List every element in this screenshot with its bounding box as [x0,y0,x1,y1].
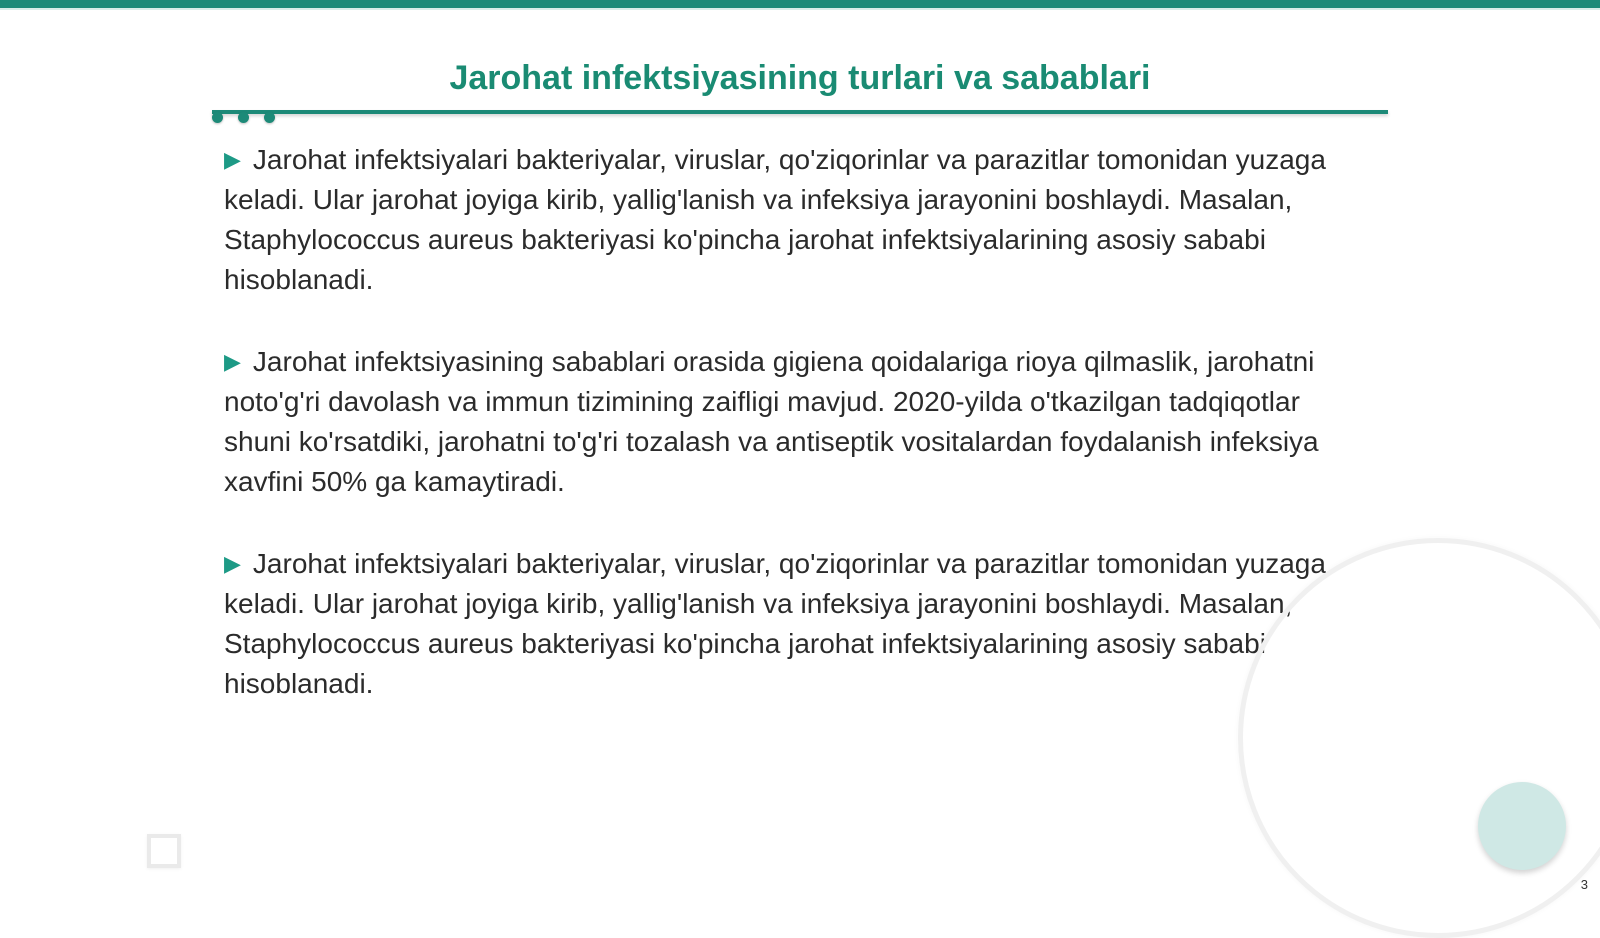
paragraph-text: Jarohat infektsiyasining sabablari orasida gigiena qoidalariga rioya qilmaslik, jarohatni noto'g'ri davolash va immun tizimining zaifligi mavjud. 2020-yilda o'tkazilgan tadqiqotlar shuni ko'rsatdiki, jarohatni to'g'ri tozalash va antiseptik vositalardan foydalanish infeksiya xavfini 50% ga kamaytiradi. [224,346,1319,497]
bullet-paragraph [224,544,1374,704]
decorative-square [147,834,181,868]
top-accent-bar [0,0,1600,8]
decoration-dot [238,112,249,123]
title-underline [212,110,1388,114]
triangle-right-icon: ▶ [224,147,241,172]
paragraph-text: Jarohat infektsiyalari bakteriyalar, viruslar, qo'ziqorinlar va parazitlar tomonidan yuzaga keladi. Ular jarohat joyiga kirib, yallig'lanish va infeksiya jarayonini boshlaydi. Masalan, Staphylococcus aureus bakteriyasi ko'pincha jarohat infektsiyalarining asosiy sababi hisoblanadi. [224,144,1326,295]
decoration-dot [212,112,223,123]
slide-body [224,140,1374,746]
bullet-paragraph [224,140,1374,300]
page-number: 3 [1580,877,1588,892]
bullet-paragraph [224,342,1374,502]
title-dots-decoration [212,112,282,126]
slide-title: Jarohat infektsiyasining turlari va sabablari [449,59,1151,97]
decoration-dot [264,112,275,123]
decorative-circle [1478,782,1566,870]
paragraph-text: Jarohat infektsiyalari bakteriyalar, viruslar, qo'ziqorinlar va parazitlar tomonidan yuzaga keladi. Ular jarohat joyiga kirib, yallig'lanish va infeksiya jarayonini boshlaydi. Masalan, Staphylococcus aureus bakteriyasi ko'pincha jarohat infektsiyalarining asosiy sababi hisoblanadi. [224,548,1326,699]
triangle-right-icon: ▶ [224,349,241,374]
triangle-right-icon: ▶ [224,551,241,576]
